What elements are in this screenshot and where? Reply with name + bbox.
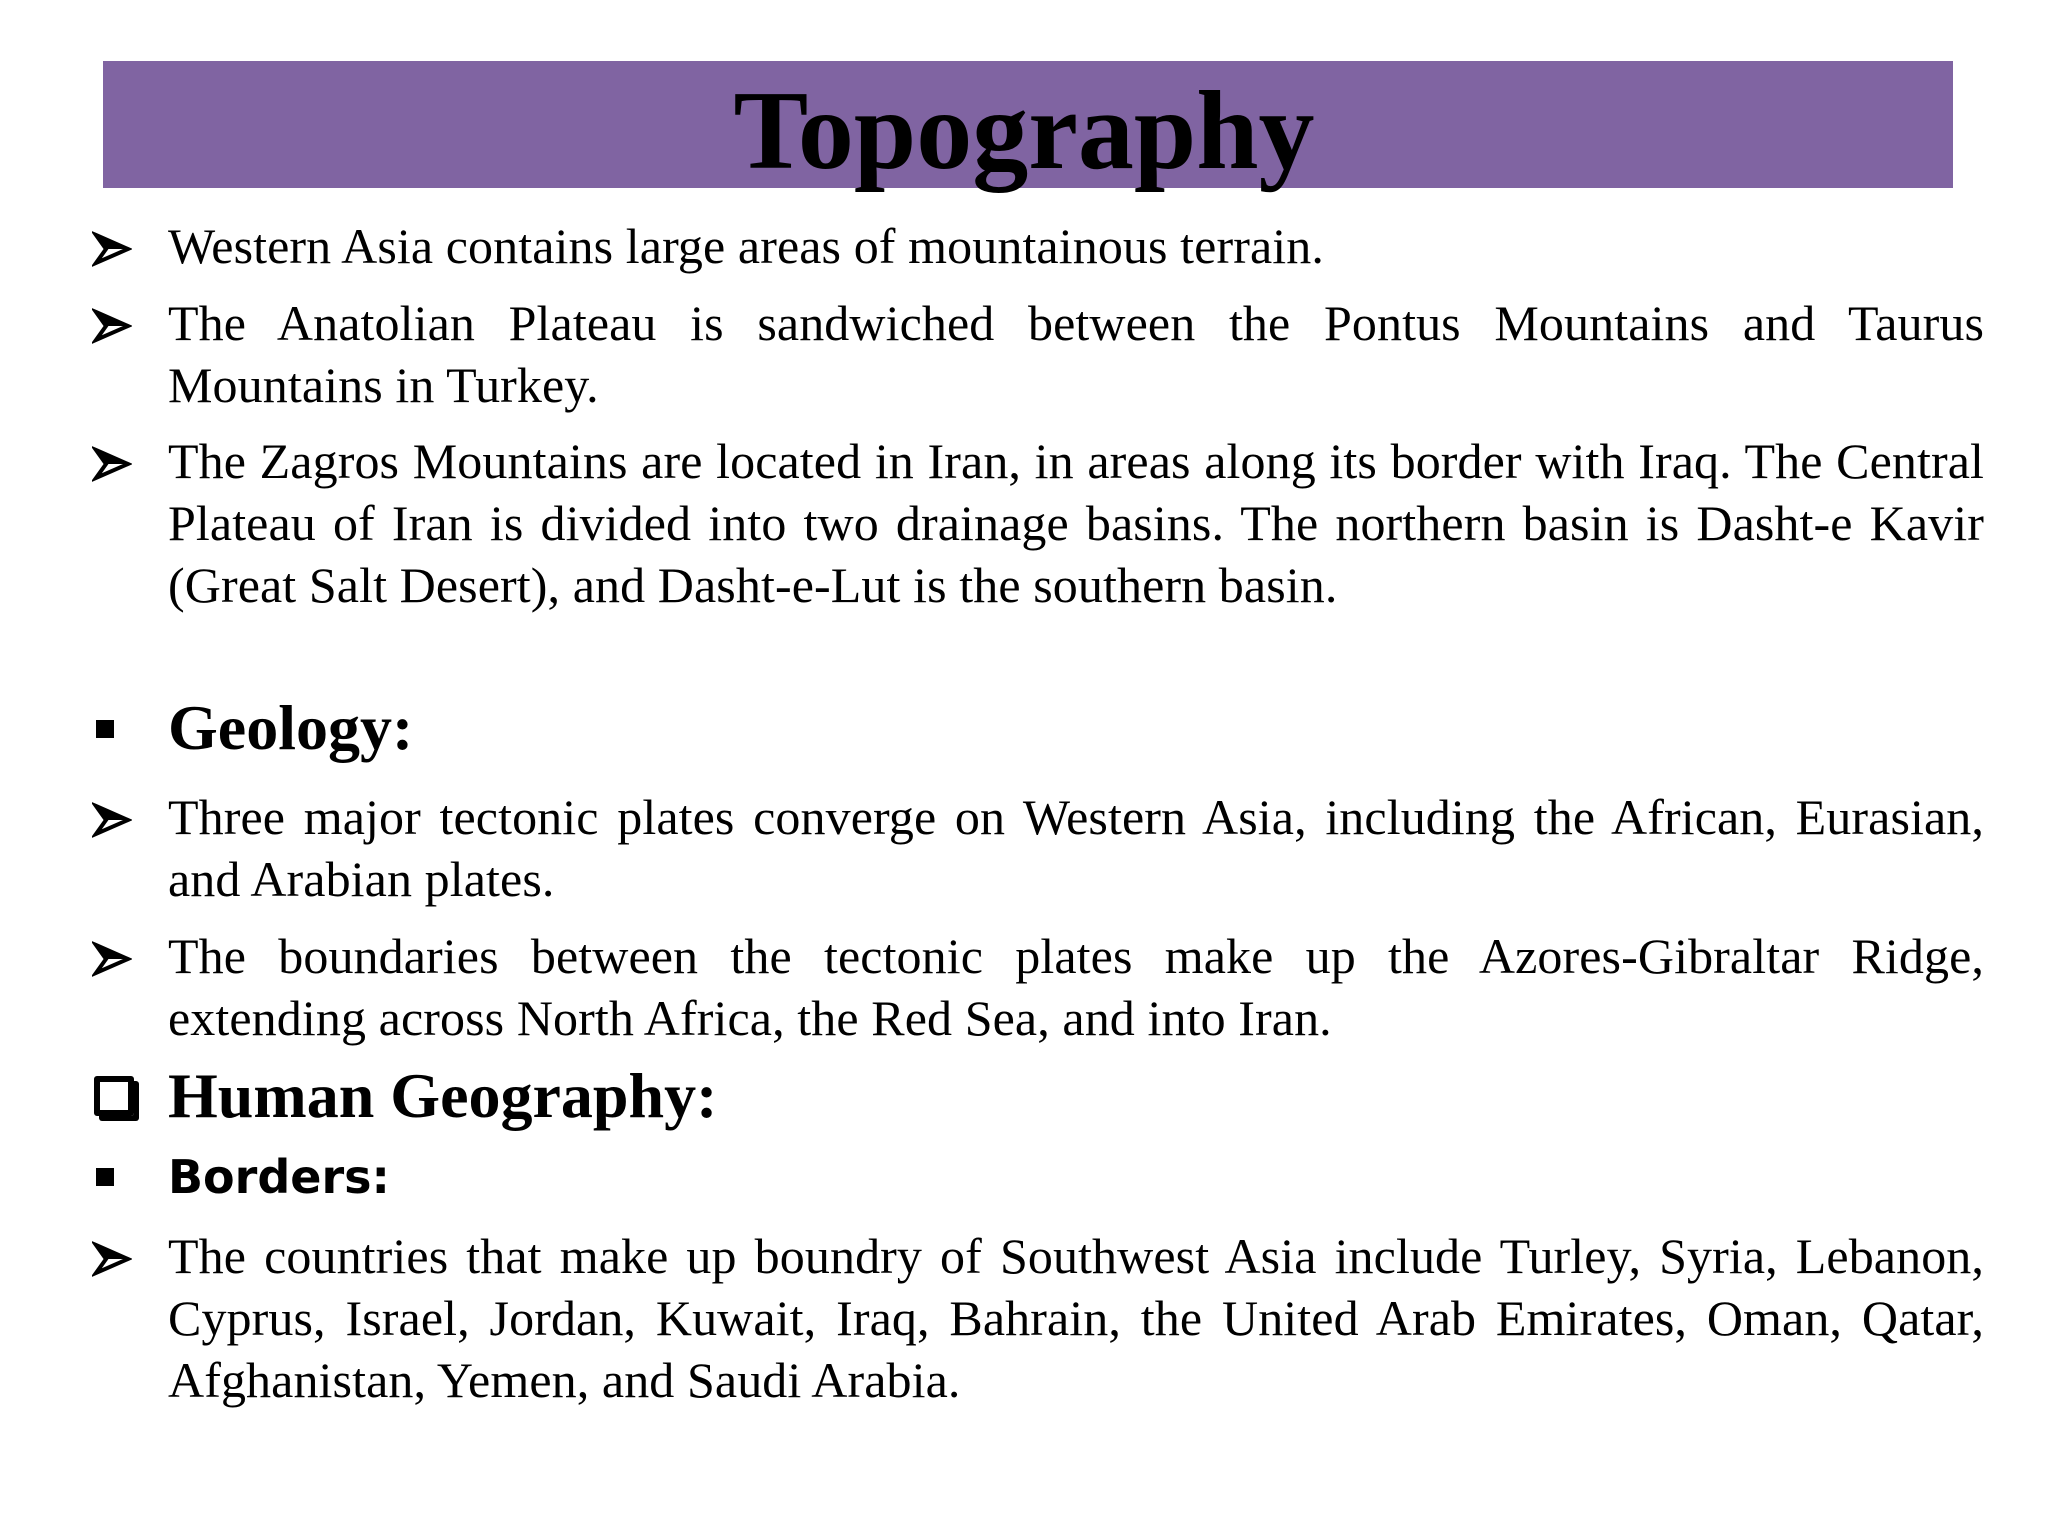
slide-title: Topography (733, 69, 1315, 193)
bullet-text: The countries that make up boundry of Southwest Asia include Turley, Syria, Lebanon, Cyprus, Israel, Jordan, Kuwait, Iraq, Bahrain, the United Arab Emirates, Oman, Qatar, Afghanistan, Yemen, and Saudi Arabia. (168, 1228, 1984, 1408)
square-bullet-icon (96, 1168, 114, 1186)
section-heading: Human Geography: (168, 1060, 718, 1131)
bullet-text: The Zagros Mountains are located in Iran, in areas along its border with Iraq. The Central Plateau of Iran is divided into two drainage basins. The northern basin is Dasht-e Kavir (Great Salt Desert), and Dasht-e-Lut is the southern basin. (168, 433, 1984, 613)
bullet-text: The boundaries between the tectonic plates make up the Azores-Gibraltar Ridge, extending across North Africa, the Red Sea, and into Iran. (168, 928, 1984, 1046)
arrow-bullet-icon (92, 444, 142, 489)
section-heading: Geology: (168, 692, 414, 763)
arrow-bullet-icon (92, 800, 142, 845)
bullet-text: Western Asia contains large areas of mountainous terrain. (168, 218, 1324, 274)
bullet-text: The Anatolian Plateau is sandwiched between the Pontus Mountains and Taurus Mountains in Turkey. (168, 295, 1984, 413)
arrow-bullet-icon (92, 229, 142, 274)
arrow-bullet-icon (92, 1239, 142, 1284)
square-bullet-icon (96, 720, 114, 738)
arrow-bullet-icon (92, 939, 142, 984)
sub-heading: Borders: (168, 1150, 390, 1204)
checkbox-bullet-icon (94, 1076, 134, 1116)
bullet-text: Three major tectonic plates converge on Western Asia, including the African, Eurasian, and Arabian plates. (168, 789, 1984, 907)
arrow-bullet-icon (92, 306, 142, 351)
